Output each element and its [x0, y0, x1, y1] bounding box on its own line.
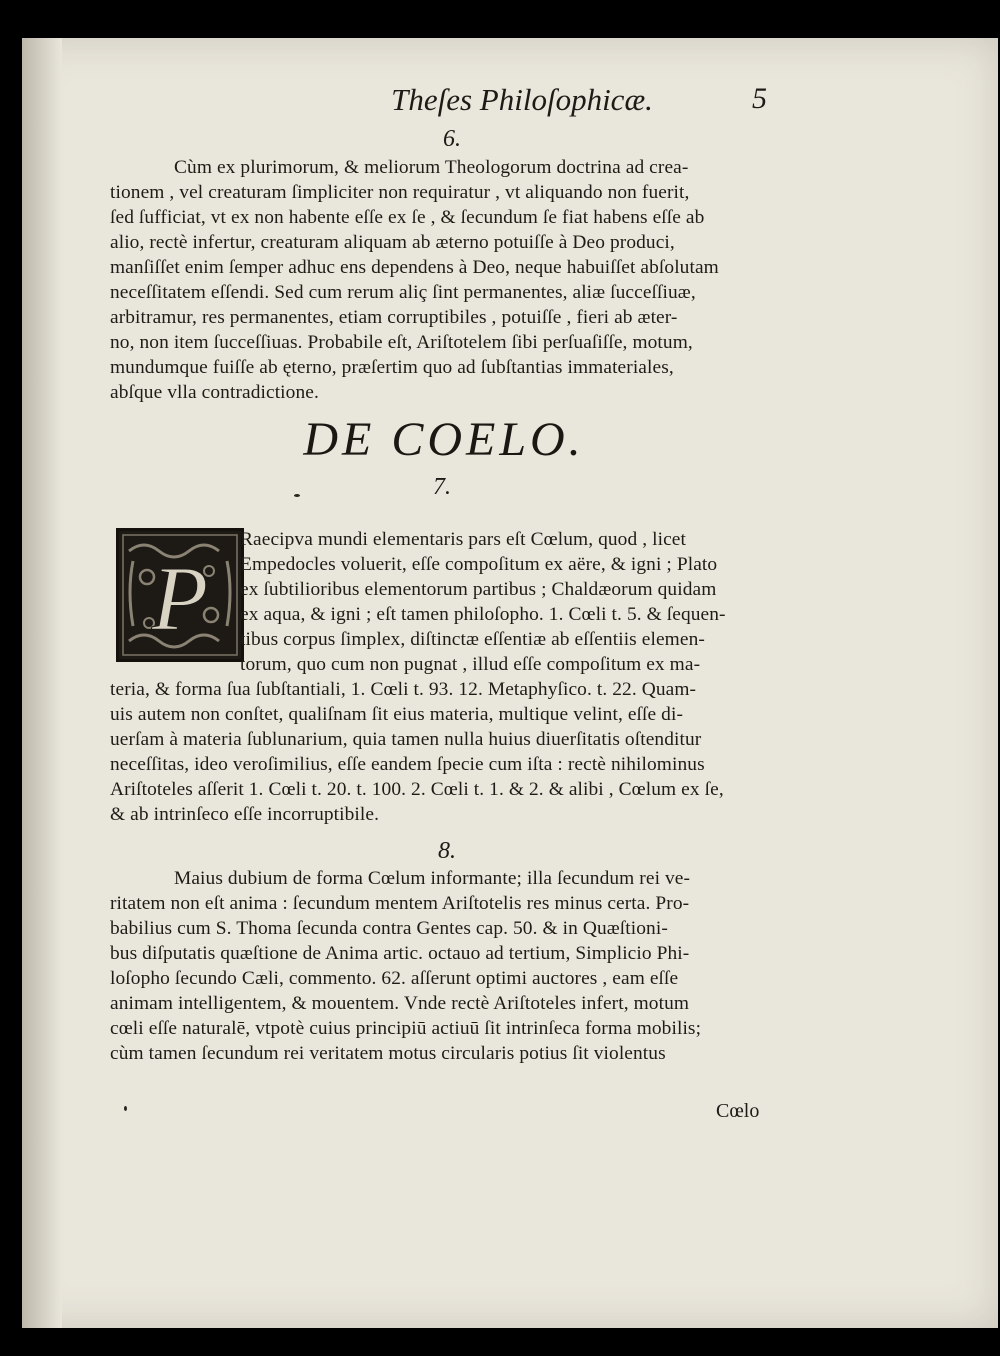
book-page: [22, 38, 998, 1328]
decorated-initial: [116, 528, 244, 662]
catchword: Cœlo: [716, 1100, 760, 1122]
svg-text:P: P: [151, 547, 209, 649]
text-line: Ariſtoteles aſſerit 1. Cœli t. 20. t. 100. 2. Cœli t. 1. & 2. & alibi , Cœlum ex ſe,: [110, 779, 724, 800]
text-line: tibus corpus ſimplex, diſtinctæ eſſentiæ ab eſſentiis elemen-: [240, 629, 705, 650]
text-line: no, non item ſucceſſiuas. Probabile eſt, Ariſtotelem ſibi perſuaſiſſe, motum,: [110, 332, 693, 353]
ornament-image: [119, 531, 241, 659]
text-line: Maius dubium de forma Cœlum informante; illa ſecundum rei ve-: [174, 868, 691, 889]
page-number: 5: [752, 82, 767, 115]
text-line: uerſam à materia ſublunarium, quia tamen nulla huius diuerſitatis oſtenditur: [110, 729, 702, 750]
section-title: DE COELO.: [303, 413, 585, 466]
text-line: cùm tamen ſecundum rei veritatem motus circularis potius ſit violentus: [110, 1043, 666, 1064]
text-line: babilius cum S. Thoma ſecunda contra Gentes cap. 50. & in Quæſtioni-: [110, 918, 668, 939]
text-line: Raecipva mundi elementaris pars eſt Cœlum, quod , licet: [240, 529, 686, 550]
text-line: ritatem non eſt anima : ſecundum mentem Ariſtotelis res minus certa. Pro-: [110, 893, 690, 914]
section-number-7: 7.: [433, 474, 451, 500]
text-line: Empedocles voluerit, eſſe compoſitum ex aëre, & igni ; Plato: [240, 554, 718, 575]
ink-mark: [124, 1106, 127, 1111]
text-line: ex aqua, & igni ; eſt tamen philoſopho. 1. Cœli t. 5. & ſequen-: [240, 604, 726, 625]
text-line: abſque vlla contradictione.: [110, 382, 319, 403]
text-line: arbitramur, res permanentes, etiam corruptibiles , potuiſſe , fieri ab æter-: [110, 307, 678, 328]
text-line: neceſſitatem eſſendi. Sed cum rerum aliç ſint permanentes, aliæ ſucceſſiuæ,: [110, 282, 696, 303]
section-number-8: 8.: [438, 838, 456, 864]
text-line: cœli eſſe naturalē, vtpotè cuius principiū actiuū ſit intrinſeca forma mobilis;: [110, 1018, 702, 1039]
page-gutter-shadow: [22, 38, 62, 1328]
text-line: Cùm ex plurimorum, & meliorum Theologorum doctrina ad crea-: [174, 157, 689, 178]
text-line: manſiſſet enim ſemper adhuc ens dependens à Deo, neque habuiſſet abſolutam: [110, 257, 719, 278]
ink-mark: [294, 494, 300, 497]
text-line: tionem , vel creaturam ſimpliciter non requiratur , vt aliquando non fuerit,: [110, 182, 690, 203]
section-number-6: 6.: [443, 126, 461, 152]
text-line: torum, quo cum non pugnat , illud eſſe compoſitum ex ma-: [240, 654, 701, 675]
text-line: neceſſitas, ideo veroſimilius, eſſe eandem ſpecie cum iſta : rectè nihilominus: [110, 754, 705, 775]
text-line: loſopho ſecundo Cæli, commento. 62. aſſerunt optimi auctores , eam eſſe: [110, 968, 679, 989]
text-line: & ab intrinſeco eſſe incorruptibile.: [110, 804, 380, 825]
text-line: mundumque fuiſſe ab ęterno, præſertim quo ad ſubſtantias immateriales,: [110, 357, 674, 378]
text-line: animam intelligentem, & mouentem. Vnde rectè Ariſtoteles infert, motum: [110, 993, 690, 1014]
text-line: ſed ſufficiat, vt ex non habente eſſe ex ſe , & ſecundum ſe fiat habens eſſe ab: [110, 207, 705, 228]
text-line: ex ſubtilioribus elementorum partibus ; Chaldæorum quidam: [240, 579, 717, 600]
text-line: bus diſputatis quæſtione de Anima artic. octauo ad tertium, Simplicio Phi-: [110, 943, 690, 964]
text-line: teria, & forma ſua ſubſtantiali, 1. Cœli t. 93. 12. Metaphyſico. t. 22. Quam-: [110, 679, 697, 700]
text-line: uis autem non conſtet, qualiſnam ſit eius materia, multique velint, eſſe di-: [110, 704, 684, 725]
text-line: alio, rectè infertur, creaturam aliquam ab æterno potuiſſe à Deo produci,: [110, 232, 675, 253]
running-head: Theſes Philoſophicæ.: [391, 82, 653, 117]
